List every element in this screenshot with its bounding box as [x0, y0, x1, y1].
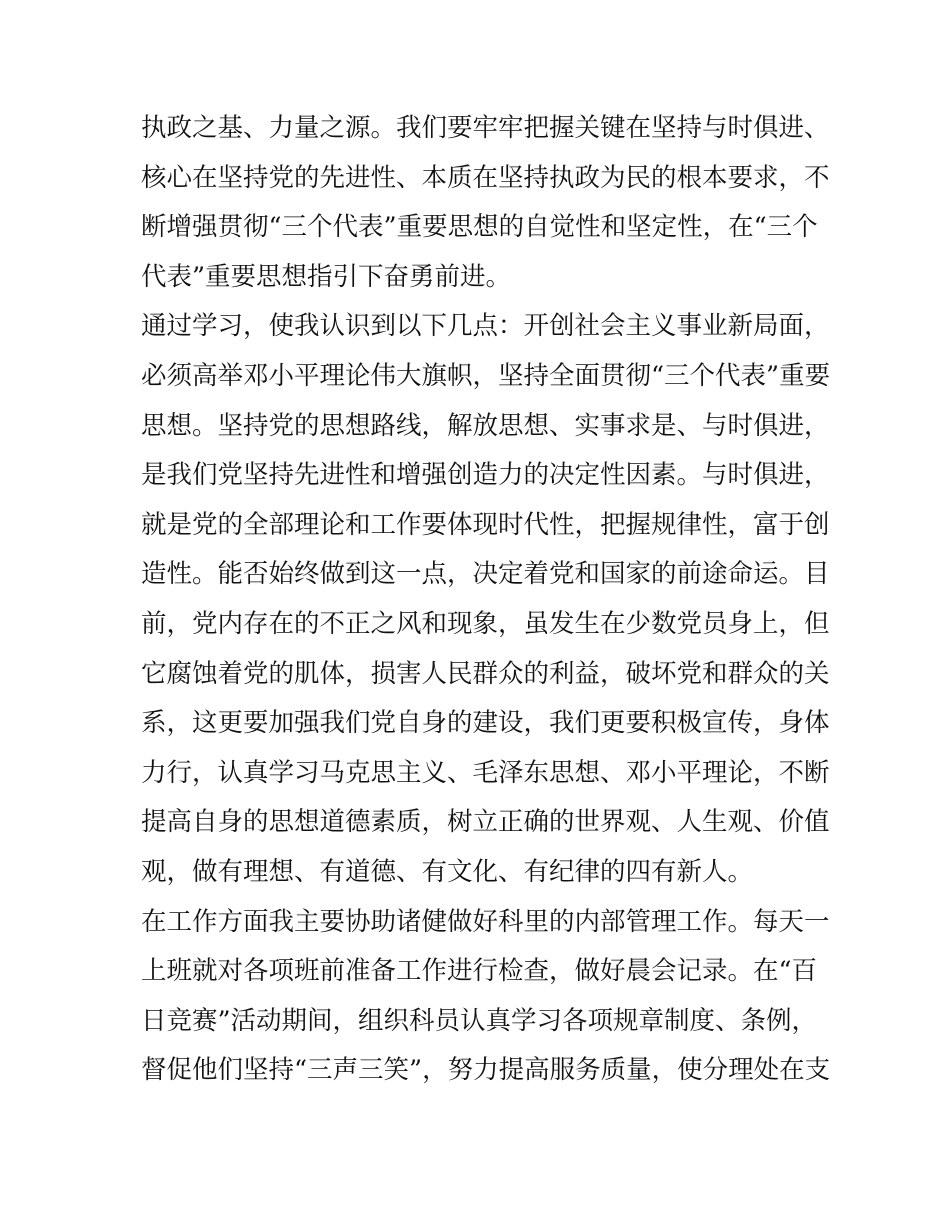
text-line: 是我们党坚持先进性和增强创造力的决定性因素。与时俱进，: [141, 460, 830, 491]
text-line: 观，做有理想、有道德、有文化、有纪律的四有新人。: [141, 856, 754, 887]
text-line: 思想。坚持党的思想路线，解放思想、实事求是、与时俱进，: [141, 410, 830, 441]
text-line: 提高自身的思想道德素质，树立正确的世界观、人生观、价值: [141, 807, 830, 838]
text-line: 系，这更要加强我们党自身的建设，我们更要积极宣传，身体: [141, 708, 830, 739]
text-line: 它腐蚀着党的肌体，损害人民群众的利益，破坏党和群众的关: [141, 658, 830, 689]
text-line: 核心在坚持党的先进性、本质在坚持执政为民的根本要求，不: [141, 162, 830, 193]
text-line: 断增强贯彻“三个代表”重要思想的自觉性和坚定性，在“三个: [141, 212, 818, 243]
text-line: 在工作方面我主要协助诸健做好科里的内部管理工作。每天一: [141, 906, 830, 937]
text-line: 代表”重要思想指引下奋勇前进。: [141, 261, 512, 292]
text-line: 必须高举邓小平理论伟大旗帜，坚持全面贯彻“三个代表”重要: [141, 360, 831, 391]
text-line: 造性。能否始终做到这一点，决定着党和国家的前途命运。目: [141, 559, 830, 590]
text-line: 前，党内存在的不正之风和现象，虽发生在少数党员身上，但: [141, 608, 830, 639]
text-line: 通过学习，使我认识到以下几点：开创社会主义事业新局面，: [141, 311, 830, 342]
document-body: [141, 104, 831, 1096]
text-line: 日竞赛”活动期间，组织科员认真学习各项规章制度、条例，: [141, 1005, 818, 1036]
text-line: 执政之基、力量之源。我们要牢牢把握关键在坚持与时俱进、: [141, 113, 830, 143]
text-line: 就是党的全部理论和工作要体现时代性，把握规律性，富于创: [141, 509, 830, 540]
text-line: 上班就对各项班前准备工作进行检查，做好晨会记录。在“百: [141, 956, 818, 987]
text-line: 力行，认真学习马克思主义、毛泽东思想、邓小平理论，不断: [141, 757, 830, 788]
text-line: 督促他们坚持“三声三笑”，努力提高服务质量，使分理处在支: [141, 1055, 831, 1086]
